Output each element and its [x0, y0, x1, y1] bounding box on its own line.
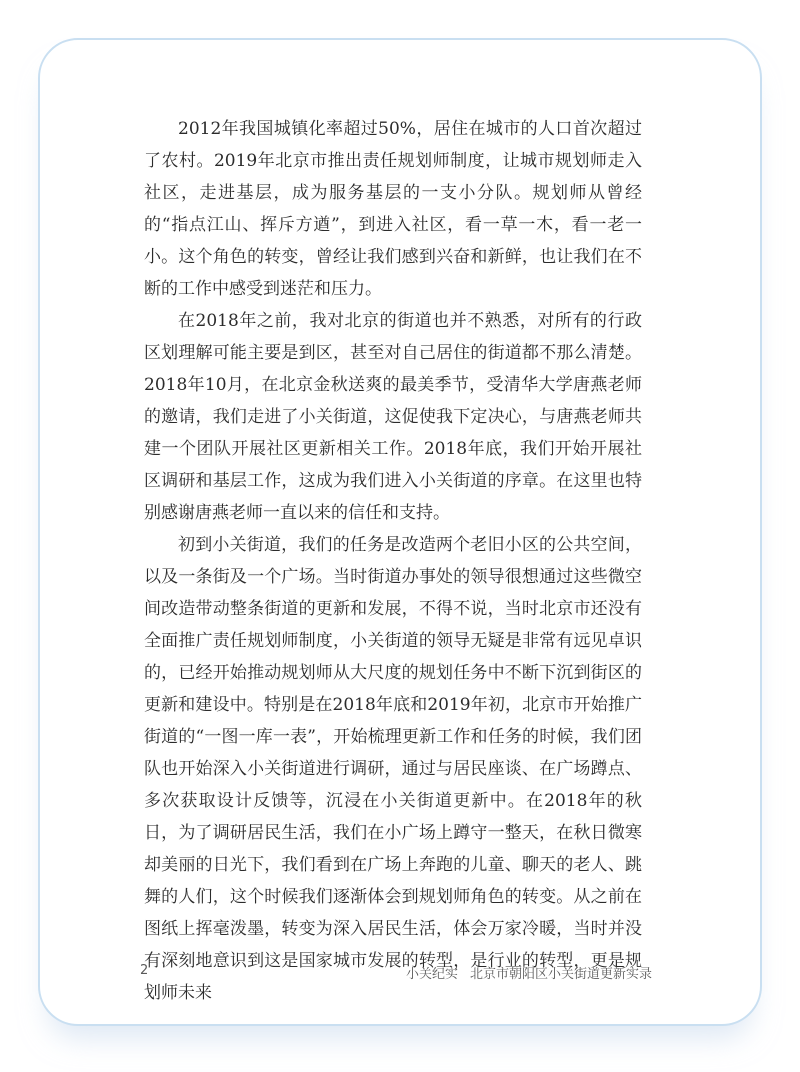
paragraph-1: 2012年我国城镇化率超过50%，居住在城市的人口首次超过了农村。2019年北京市推出责任规划师制度，让城市规划师走入社区，走进基层，成为服务基层的一支小分队。规划师从曾经的“指点江山、挥斥方遒”，到进入社区，看一草一木，看一老一小。这个角色的转变，曾经让我们感到兴奋和新鲜，也让我们在不断的工作中感受到迷茫和压力。	[144, 119, 642, 299]
running-title	[406, 963, 652, 982]
paragraph-2: 在2018年之前，我对北京的街道也并不熟悉，对所有的行政区划理解可能主要是到区，甚至对自己居住的街道都不那么清楚。2018年10月，在北京金秋送爽的最美季节，受清华大学唐燕老师的邀请，我们走进了小关街道，这促使我下定决心，与唐燕老师共建一个团队开展社区更新相关工作。2018年底，我们开始开展社区调研和基层工作，这成为我们进入小关街道的序章。在这里也特别感谢唐燕老师一直以来的信任和支持。	[144, 311, 642, 523]
page-number: 2	[140, 963, 149, 978]
book-title: 小关纪实	[405, 967, 458, 982]
body-text	[144, 113, 642, 1009]
book-subtitle: 北京市朝阳区小关街道更新实录	[469, 967, 652, 982]
paragraph-3: 初到小关街道，我们的任务是改造两个老旧小区的公共空间，以及一条街及一个广场。当时街道办事处的领导很想通过这些微空间改造带动整条街道的更新和发展，不得不说，当时北京市还没有全面推广责任规划师制度，小关街道的领导无疑是非常有远见卓识的，已经开始推动规划师从大尺度的规划任务中不断下沉到街区的更新和建设中。特别是在2018年底和2019年初，北京市开始推广街道的“一图一库一表”，开始梳理更新工作和任务的时候，我们团队也开始深入小关街道进行调研，通过与居民座谈、在广场蹲点、多次获取设计反馈等，沉浸在小关街道更新中。在2018年的秋日，为了调研居民生活，我们在小广场上蹲守一整天，在秋日微寒却美丽的日光下，我们看到在广场上奔跑的儿童、聊天的老人、跳舞的人们，这个时候我们逐渐体会到规划师角色的转变。从之前在图纸上挥毫泼墨，转变为深入居民生活，体会万家冷暖，当时并没有深刻地意识到这是国家城市发展的转型，是行业的转型，更是规划师未来	[144, 535, 642, 1003]
